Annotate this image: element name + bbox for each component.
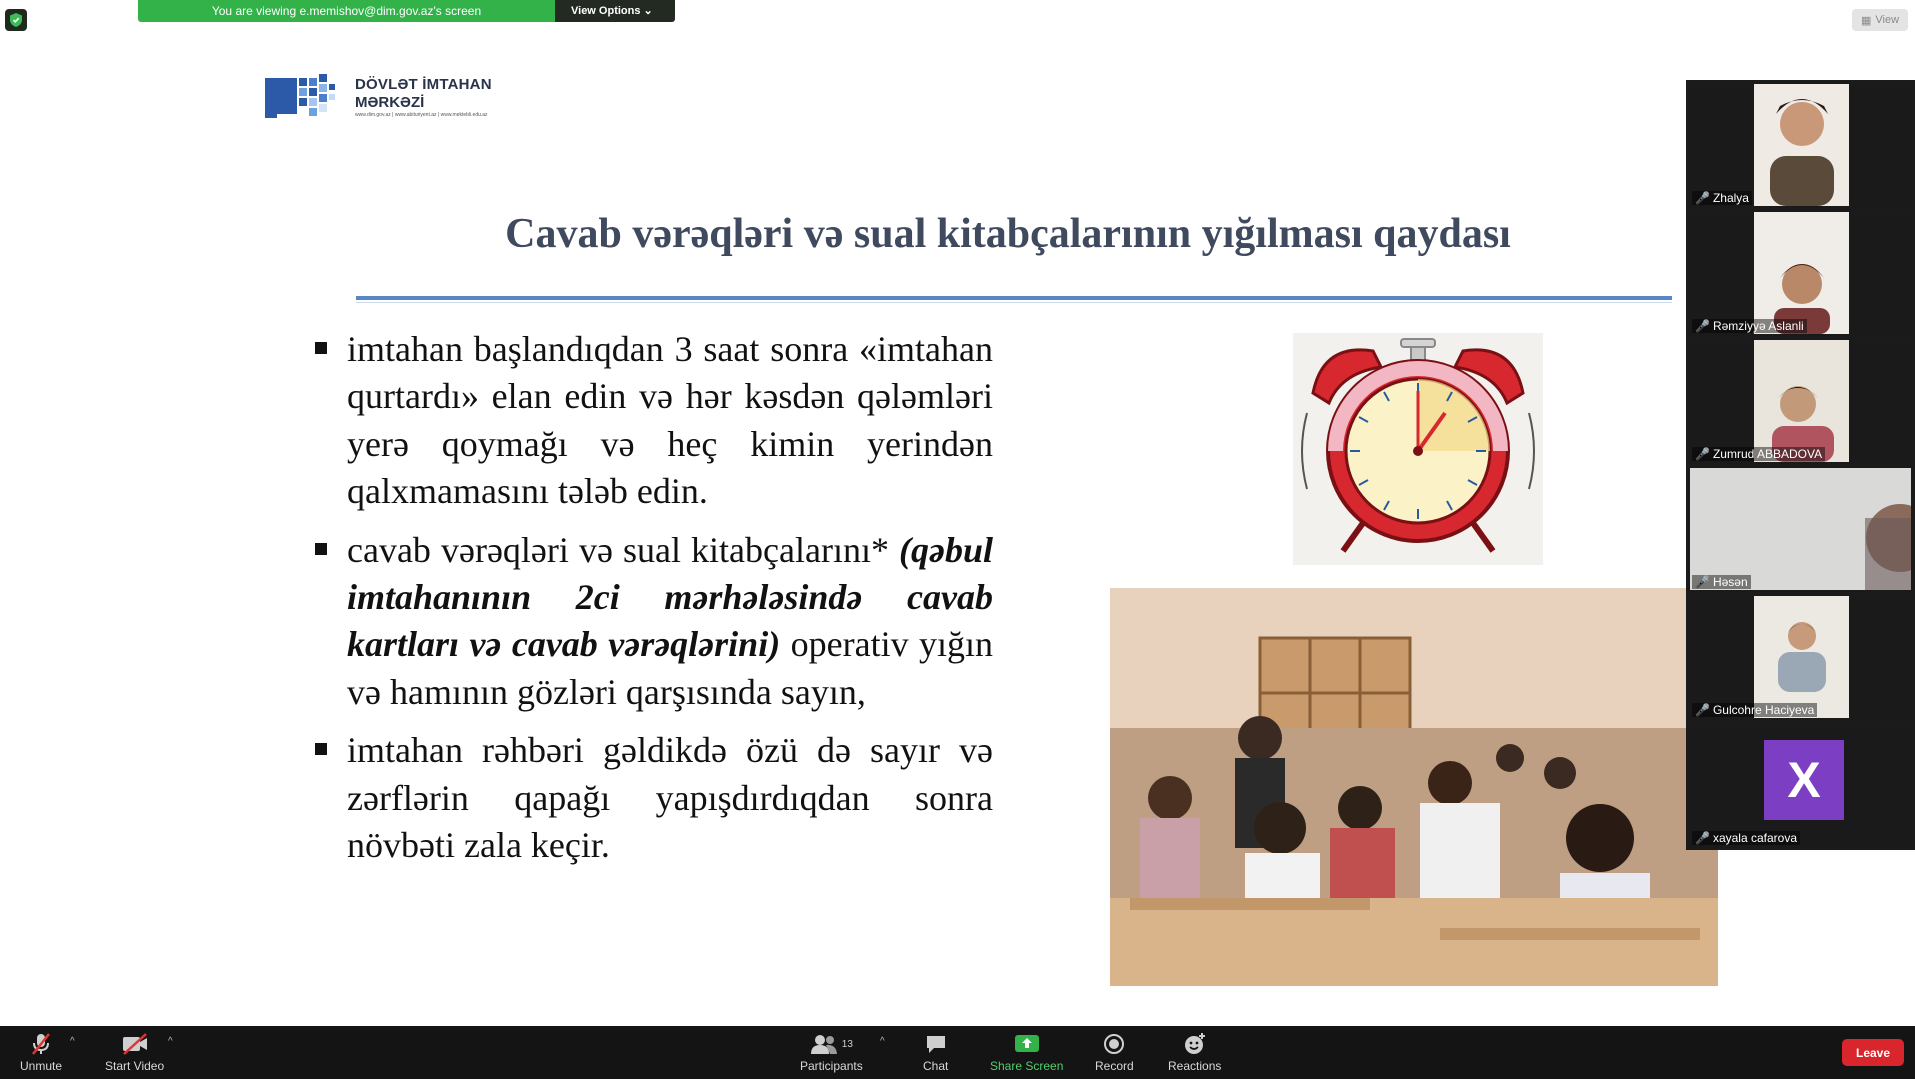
bullet-emphasis-text: (qəbul imtahanının 2ci mərhələsində cavab kartları və cavab vərəqlərini) — [347, 529, 994, 665]
participant-name-tag — [1692, 831, 1800, 845]
share-screen-label: Share Screen — [990, 1059, 1064, 1073]
reactions-label: Reactions — [1168, 1059, 1222, 1073]
unmute-button[interactable] — [20, 1032, 62, 1073]
participant-video — [1754, 84, 1849, 206]
participant-name: Zhalya — [1712, 191, 1749, 205]
start-video-button[interactable] — [105, 1032, 164, 1073]
grid-view-icon: ▦ — [1860, 14, 1872, 27]
participant-name-tag — [1692, 319, 1807, 333]
share-screen-button[interactable] — [990, 1032, 1063, 1073]
emoji-reaction-icon — [1183, 1032, 1207, 1056]
participant-name: Gulcohre Haciyeva — [1712, 703, 1815, 717]
title-divider — [356, 296, 1672, 300]
muted-mic-icon: 🎤 — [1695, 319, 1710, 333]
participant-name-tag — [1692, 447, 1825, 461]
start-video-label: Start Video — [105, 1059, 165, 1073]
participant-name: xayala cafarova — [1712, 831, 1797, 845]
bullet-item — [313, 727, 993, 869]
muted-mic-icon: 🎤 — [1695, 703, 1710, 717]
muted-mic-icon — [29, 1032, 53, 1056]
participant-video — [1754, 340, 1849, 462]
participant-tile[interactable] — [1688, 594, 1913, 720]
bullet-item — [313, 326, 993, 516]
logo-line1: DÖVLƏT İMTAHAN — [355, 76, 492, 93]
participant-name-tag — [1692, 703, 1817, 717]
participant-video — [1690, 468, 1911, 590]
screen-share-banner — [138, 0, 675, 22]
record-label: Record — [1095, 1059, 1134, 1073]
bullet-square-icon — [315, 743, 327, 755]
viewing-screen-text: You are viewing e.memishov@dim.gov.az's screen — [138, 0, 555, 22]
reactions-button[interactable] — [1168, 1032, 1221, 1073]
meeting-toolbar — [0, 1026, 1915, 1079]
view-button[interactable] — [1852, 9, 1908, 31]
participant-count: 13 — [841, 1038, 853, 1050]
bullet-square-icon — [315, 342, 327, 354]
bullet-text: operativ yığın və hamının gözləri qarşısında sayın, — [347, 624, 994, 712]
bullet-square-icon — [315, 543, 327, 555]
bullet-text: cavab vərəqləri və sual kitabçalarını* — [347, 529, 889, 570]
leave-button[interactable]: Leave — [1842, 1039, 1904, 1066]
chat-bubble-icon — [924, 1032, 948, 1056]
slide-title: Cavab vərəqləri və sual kitabçalarının yığılması qaydası — [505, 211, 1511, 257]
unmute-label: Unmute — [20, 1059, 63, 1073]
chevron-down-icon: ⌄ — [643, 5, 653, 17]
muted-mic-icon: 🎤 — [1695, 447, 1710, 461]
participant-name: Zumrud ABBADOVA — [1712, 447, 1823, 461]
view-button-label: View — [1875, 14, 1900, 26]
participants-options-caret-icon[interactable]: ^ — [880, 1036, 885, 1047]
participant-name-tag — [1692, 191, 1752, 205]
classroom-photo — [1110, 588, 1718, 986]
participant-tile[interactable] — [1688, 466, 1913, 592]
participant-tile[interactable] — [1688, 210, 1913, 336]
bullet-text: imtahan rəhbəri gəldikdə özü də sayır və zərflərin qapağı yapışdırdıqdan sonra növbəti zala keçir. — [347, 730, 993, 866]
chat-label: Chat — [923, 1059, 949, 1073]
video-off-icon — [121, 1032, 149, 1056]
participant-tile[interactable] — [1688, 338, 1913, 464]
participant-avatar: X — [1764, 740, 1844, 820]
participant-tile[interactable] — [1688, 722, 1913, 848]
audio-options-caret-icon[interactable]: ^ — [70, 1036, 75, 1047]
participant-name-tag — [1692, 575, 1751, 589]
participants-button[interactable] — [800, 1032, 863, 1073]
participant-video — [1754, 596, 1849, 718]
share-screen-icon — [1014, 1032, 1040, 1056]
bullet-text: imtahan başlandıqdan 3 saat sonra «imtahan qurtardı» elan edin və hər kəsdən qələmləri yerə qoymağı və heç kimin yerindən qalxmamasını tələb edin. — [347, 329, 993, 512]
participant-name: Həsən — [1712, 575, 1748, 589]
muted-mic-icon: 🎤 — [1695, 831, 1710, 845]
participant-gallery[interactable] — [1686, 80, 1915, 850]
muted-mic-icon: 🎤 — [1695, 575, 1710, 589]
video-options-caret-icon[interactable]: ^ — [168, 1036, 173, 1047]
chat-button[interactable] — [923, 1032, 948, 1073]
security-shield-icon[interactable] — [5, 9, 27, 31]
alarm-clock-image — [1293, 333, 1543, 565]
logo-small-text: www.dim.gov.az | www.abituriyent.az | www.mektebli.edu.az — [355, 112, 488, 118]
dim-logo-mark — [265, 72, 337, 120]
record-icon — [1103, 1032, 1125, 1056]
record-button[interactable] — [1095, 1032, 1134, 1073]
dim-logo — [263, 70, 503, 126]
view-options-button[interactable] — [555, 0, 675, 22]
participant-video — [1754, 212, 1849, 334]
participants-label: Participants — [800, 1059, 863, 1073]
participant-tile[interactable] — [1688, 82, 1913, 208]
muted-mic-icon: 🎤 — [1695, 191, 1710, 205]
title-divider-shadow — [356, 302, 1672, 303]
view-options-label: View Options — [571, 5, 641, 17]
bullet-list — [313, 326, 993, 880]
logo-line2: MƏRKƏZİ — [355, 94, 425, 111]
participant-name: Rəmziyyə Aslanli — [1712, 319, 1804, 333]
participants-icon — [810, 1032, 853, 1056]
bullet-item — [313, 527, 993, 717]
